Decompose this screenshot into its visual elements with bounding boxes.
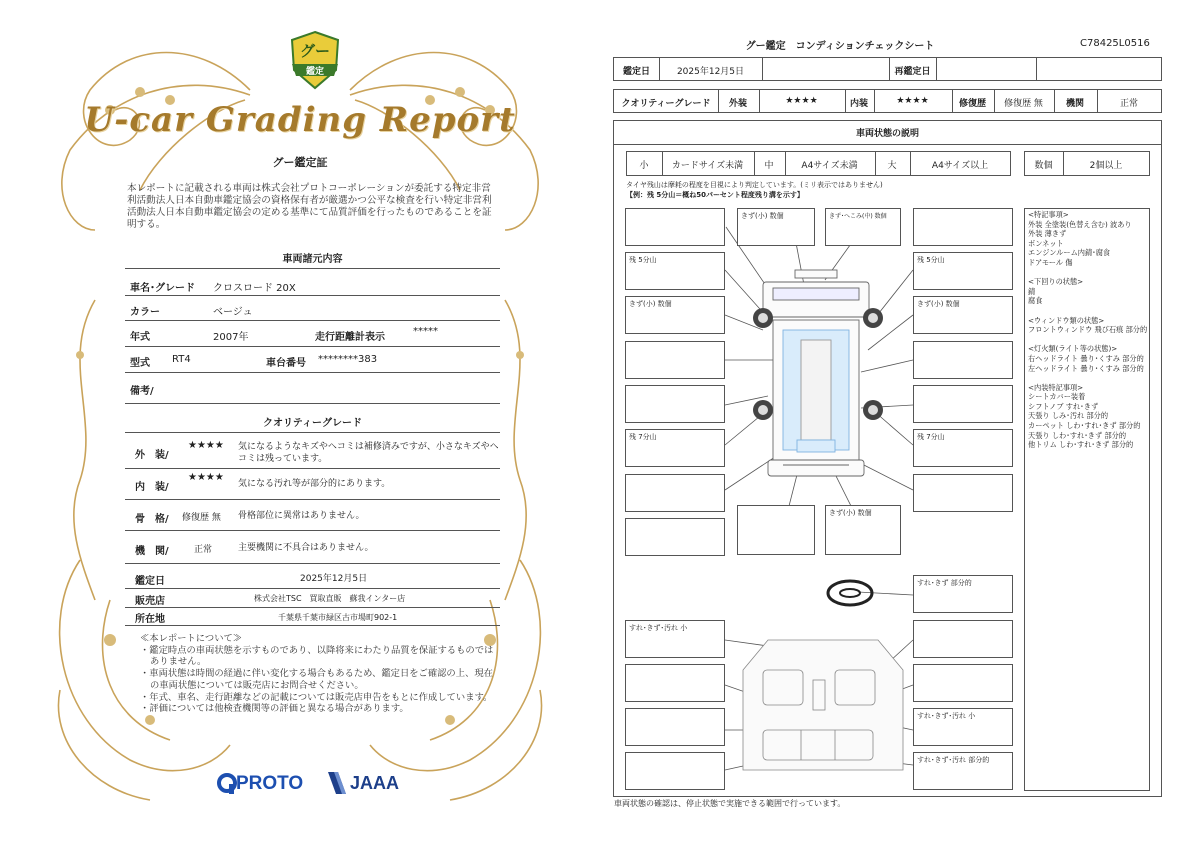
size-large-label: 大	[887, 161, 897, 171]
address-value: 千葉県千葉市緑区古市場町902-1	[278, 613, 398, 622]
size-mid-desc: A4サイズ未満	[801, 161, 858, 171]
interior-right-a-label: すれ･きず･汚れ 小	[917, 712, 976, 720]
interior-left-label: すれ･きず･汚れ 小	[629, 624, 688, 632]
note-line: 左ヘッドライト 曇り･くすみ 部分的	[1028, 363, 1144, 373]
shop-label: 販売店	[135, 596, 165, 607]
condition-box	[825, 208, 901, 246]
condition-box	[625, 296, 725, 334]
year-label: 年式	[130, 332, 150, 343]
note-line: 外装 全塗装(色替え含む) 波あり	[1028, 219, 1132, 229]
frame-value: 修復歴 無	[182, 513, 221, 523]
size-small-desc: カードサイズ未満	[671, 161, 744, 171]
condition-box	[913, 664, 1013, 702]
condition-box	[913, 708, 1013, 746]
interior-label: 内 装/	[135, 482, 169, 493]
condition-box	[913, 296, 1013, 334]
note-line: <内装特記事項>	[1028, 382, 1084, 392]
address-label: 所在地	[135, 614, 165, 625]
badge-subtext: 鑑定	[305, 67, 324, 77]
divider	[125, 268, 500, 269]
quality-grade-label: クオリティーグレード	[621, 99, 711, 109]
certificate-subtitle: グー鑑定証	[272, 156, 328, 169]
divider	[125, 346, 500, 347]
model-value: RT4	[172, 354, 191, 365]
note-line: フロントウィンドウ 飛び石痕 部分的	[1028, 325, 1148, 335]
shop-value: 株式会社TSC 買取直販 蘇我インター店	[254, 594, 406, 603]
appraisal-date-value: 2025年12月5日	[300, 574, 368, 584]
condition-box	[625, 474, 725, 512]
interior-stars: ★★★★	[188, 472, 224, 483]
vehicle-name-value: クロスロード 20X	[213, 283, 296, 294]
note-line: 錆	[1028, 286, 1036, 296]
special-notes-list	[1028, 210, 1147, 450]
sheet-code: C78425L0516	[1080, 38, 1150, 49]
note-line: シートカバー装着	[1028, 392, 1086, 402]
bottom-b-label: きず(小) 数個	[829, 509, 872, 517]
jaaa-logo-text: JAAA	[350, 773, 400, 793]
divider	[762, 58, 763, 80]
note-line: <ウィンドウ類の状態>	[1028, 315, 1105, 325]
left-front-tire-label: 残 5分山	[629, 256, 657, 264]
condition-box	[913, 252, 1013, 290]
certificate-intro-text: 本レポートに記載される車両は株式会社プロトコーポレーションが委託する特定非営利活動法人日本自動車鑑定協会の資格保有者が厳選かつ公平な検査を行い特定非営利活動法人日本自動車鑑定協会の定める基準にて品質評価を行ったものであることを証明する。	[127, 183, 492, 230]
divider	[125, 468, 500, 469]
interior-right-b-label: すれ･きず･汚れ 部分的	[917, 756, 990, 764]
exterior-label: 外装	[728, 99, 747, 109]
report-title: U-car Grading Report	[84, 100, 516, 140]
note-line: 天張り しみ･汚れ 部分的	[1028, 411, 1109, 421]
top-b-label: きず･へこみ(中) 数個	[829, 213, 887, 220]
interior-comment: 気になる汚れ等が部分的にあります。	[238, 479, 391, 489]
condition-box	[913, 341, 1013, 379]
appraisal-date-label: 鑑定日	[135, 576, 165, 587]
sheet-footer: 車両状態の確認は、停止状態で実施できる範囲で行っています。	[614, 799, 846, 808]
steering-wheel-icon	[828, 581, 872, 605]
condition-box	[737, 505, 815, 555]
condition-box	[625, 518, 725, 556]
note-line: エンジンルーム内錆･腐食	[1028, 248, 1111, 258]
mileage-label: 走行距離計表示	[315, 332, 385, 343]
spec-heading: 車両諸元内容	[282, 254, 343, 265]
condition-box	[913, 429, 1013, 467]
exterior-stars: ★★★★	[785, 96, 818, 106]
note-line: <灯火類(ライト等の状態)>	[1028, 344, 1118, 354]
condition-box	[625, 208, 725, 246]
right-front-tire-label: 残 5分山	[917, 256, 945, 264]
right-mid-label: きず(小) 数個	[917, 300, 960, 308]
steering-label: すれ･きず 部分的	[917, 579, 972, 587]
tire-example: 【例：残 5分山＝概ね50パーセント程度残り溝を示す】	[626, 191, 804, 199]
note-item: ・車両状態は時間の経過に伴い変化する場合もあるため、鑑定日をご確認の上、現在の車両状態については販売店にお問合せください。	[140, 668, 493, 691]
divider	[125, 295, 500, 296]
tire-note: タイヤ残山は摩耗の程度を目視により判定しています。(ミリ表示ではありません)	[626, 181, 883, 189]
color-label: カラー	[130, 307, 160, 318]
condition-box	[625, 752, 725, 790]
jaaa-mark-icon	[326, 770, 348, 796]
model-label: 型式	[130, 358, 150, 369]
size-large-desc: A4サイズ以上	[931, 161, 989, 171]
condition-box	[625, 385, 725, 423]
condition-box	[625, 341, 725, 379]
divider	[125, 563, 500, 564]
condition-box	[625, 429, 725, 467]
jaaa-logo	[326, 770, 416, 798]
frame-label: 骨 格/	[135, 514, 169, 525]
interior-label: 内装	[849, 99, 868, 109]
note-item: ・年式、車名、走行距離などの記載については販売店申告をもとに作成しています。	[140, 691, 493, 703]
note-spacer	[1028, 335, 1147, 345]
condition-box	[625, 708, 725, 746]
remarks-label: 備考/	[130, 386, 154, 397]
divider	[125, 372, 500, 373]
chassis-value: ********383	[318, 354, 378, 365]
color-value: ベージュ	[213, 307, 253, 318]
sheet-title: グー鑑定 コンディションチェックシート	[745, 41, 935, 52]
frame-comment: 骨格部位に異常はありません。	[238, 511, 365, 521]
note-line: <特記事項>	[1028, 210, 1069, 219]
note-line: ボンネット	[1028, 238, 1064, 248]
mileage-value: *****	[413, 326, 438, 337]
condition-box	[913, 208, 1013, 246]
engine-comment: 主要機関に不具合はありません。	[238, 543, 374, 553]
divider	[125, 320, 500, 321]
condition-box	[913, 474, 1013, 512]
interior-stars: ★★★★	[896, 96, 929, 106]
note-item: ・評価については他検査機関等の評価と異なる場合があります。	[140, 703, 409, 715]
engine-value: 正常	[1119, 99, 1138, 109]
reappraisal-date-label: 再鑑定日	[894, 67, 931, 77]
condition-box	[625, 620, 725, 658]
count-label: 数個	[1034, 161, 1053, 171]
appraisal-date-value: 2025年12月5日	[676, 67, 745, 77]
note-line: 天張り しわ･すれ･きず 部分的	[1028, 430, 1127, 440]
engine-value: 正常	[194, 545, 213, 555]
year-value: 2007年	[213, 332, 249, 343]
repair-history-label: 修復歴	[958, 99, 986, 109]
condition-box	[625, 664, 725, 702]
engine-label: 機 関/	[135, 546, 169, 557]
divider	[613, 144, 1162, 145]
chassis-label: 車台番号	[266, 358, 306, 369]
condition-box	[913, 620, 1013, 658]
exterior-comment: 気になるようなキズやヘコミは補修済みですが、小さなキズやヘコミは残っています。	[238, 442, 499, 464]
divider	[125, 432, 500, 433]
divider	[1036, 58, 1037, 80]
right-rear-tire-label: 残 7分山	[917, 433, 945, 441]
vehicle-name-label: 車名･グレード	[130, 283, 195, 294]
count-desc: 2個以上	[1089, 161, 1123, 171]
notes-heading: ≪本レポートについて≫	[140, 633, 243, 644]
proto-logo	[216, 772, 316, 798]
condition-box	[913, 752, 1013, 790]
note-spacer	[1028, 306, 1147, 316]
condition-box	[913, 385, 1013, 423]
divider	[125, 607, 500, 608]
note-line: 右ヘッドライト 曇り･くすみ 部分的	[1028, 353, 1144, 363]
note-line: 腐食	[1028, 296, 1043, 306]
divider	[125, 403, 500, 404]
repair-history-value: 修復歴 無	[1004, 99, 1043, 109]
engine-label: 機関	[1065, 99, 1084, 109]
left-mid-label: きず(小) 数個	[629, 300, 672, 308]
grade-heading: クオリティーグレード	[263, 418, 362, 429]
divider	[125, 588, 500, 589]
condition-heading: 車両状態の説明	[855, 129, 919, 139]
exterior-stars: ★★★★	[188, 440, 224, 451]
condition-box	[913, 575, 1013, 613]
condition-box	[737, 208, 815, 246]
badge-text: グー	[299, 42, 330, 60]
condition-box	[625, 252, 725, 290]
left-rear-tire-label: 残 7分山	[629, 433, 657, 441]
size-small-label: 小	[639, 161, 649, 171]
note-line: カーペット しわ･すれ･きず 部分的	[1028, 421, 1141, 431]
goo-appraisal-badge	[288, 30, 342, 90]
note-line: <下回りの状態>	[1028, 277, 1084, 287]
note-line: ドアモール 傷	[1028, 257, 1073, 267]
size-mid-label: 中	[764, 161, 774, 171]
report-notes	[140, 633, 495, 715]
note-line: シフトノブ すれ･きず	[1028, 401, 1099, 411]
note-spacer	[1028, 373, 1147, 383]
divider	[125, 499, 500, 500]
note-item: ・鑑定時点の車両状態を示すものであり、以降将来にわたり品質を保証するものではありません。	[140, 644, 494, 668]
note-line: 他トリム しわ･すれ･きず 部分的	[1028, 440, 1134, 450]
proto-logo-text: PROTO	[236, 773, 304, 794]
top-a-label: きず(小) 数個	[741, 212, 784, 220]
divider	[125, 530, 500, 531]
note-line: 外装 薄きず	[1028, 229, 1067, 239]
condition-box	[825, 505, 901, 555]
appraisal-date-label: 鑑定日	[622, 67, 650, 77]
note-spacer	[1028, 268, 1147, 278]
exterior-label: 外 装/	[135, 450, 169, 461]
divider	[125, 625, 500, 626]
divider	[936, 58, 937, 80]
